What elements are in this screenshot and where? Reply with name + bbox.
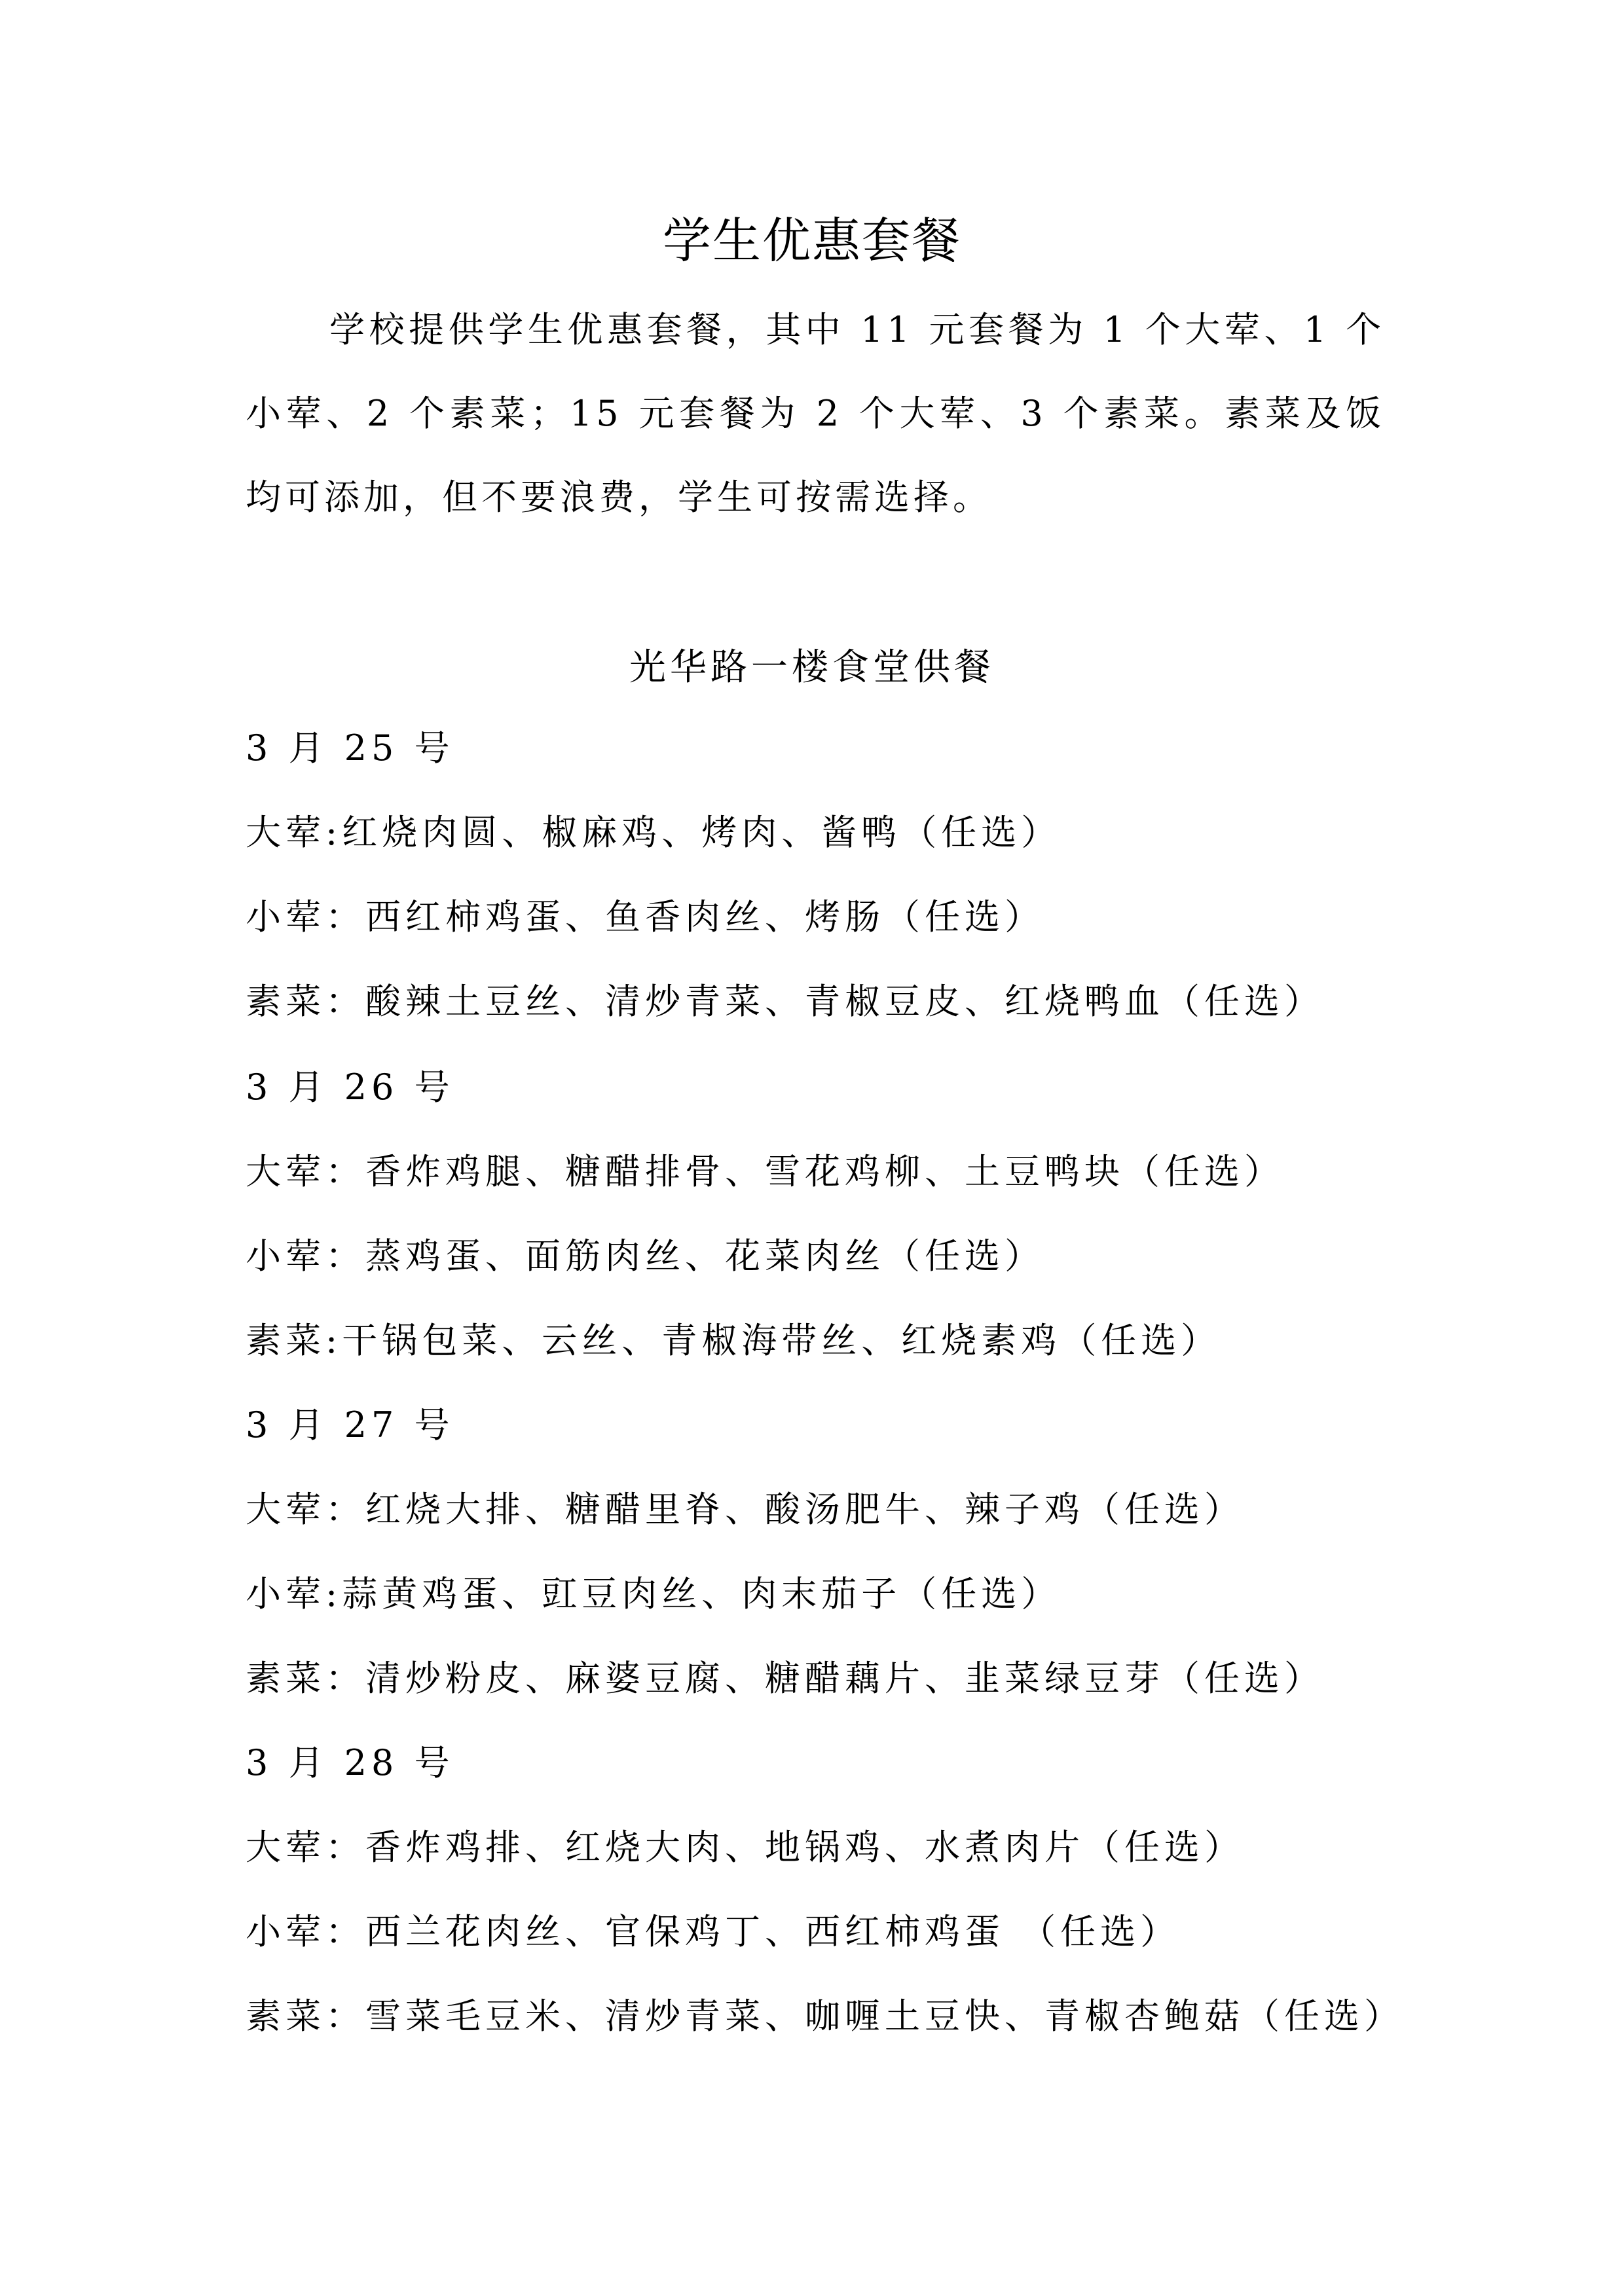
big-meat-line: 大荤：香炸鸡排、红烧大肉、地锅鸡、水煮肉片（任选） — [246, 1827, 1244, 1868]
vegetable-line: 素菜：清炒粉皮、麻婆豆腐、糖醋藕片、韭菜绿豆芽（任选） — [246, 1658, 1324, 1699]
small-meat-line: 小荤：西兰花肉丝、官保鸡丁、西红柿鸡蛋 （任选） — [246, 1911, 1181, 1952]
vegetable-line: 素菜：雪菜毛豆米、清炒青菜、咖喱土豆快、青椒杏鲍菇（任选） — [246, 1995, 1404, 2037]
big-meat-line: 大荤:红烧肉圆、椒麻鸡、烤肉、酱鸭（任选） — [246, 812, 1061, 853]
date-heading: 3 月 27 号 — [246, 1404, 454, 1446]
canteen-title: 光华路一楼食堂供餐 — [629, 646, 995, 689]
vegetable-line: 素菜:干锅包菜、云丝、青椒海带丝、红烧素鸡（任选） — [246, 1320, 1221, 1361]
page-title: 学生优惠套餐 — [663, 213, 961, 269]
small-meat-line: 小荤：蒸鸡蛋、面筋肉丝、花菜肉丝（任选） — [246, 1235, 1044, 1277]
vegetable-line: 素菜：酸辣土豆丝、清炒青菜、青椒豆皮、红烧鸭血（任选） — [246, 981, 1324, 1022]
date-heading: 3 月 26 号 — [246, 1066, 454, 1108]
big-meat-line: 大荤：香炸鸡腿、糖醋排骨、雪花鸡柳、土豆鸭块（任选） — [246, 1151, 1284, 1192]
date-heading: 3 月 25 号 — [246, 727, 454, 769]
small-meat-line: 小荤:蒜黄鸡蛋、豇豆肉丝、肉末茄子（任选） — [246, 1573, 1061, 1614]
intro-paragraph: 学校提供学生优惠套餐，其中 11 元套餐为 1 个大荤、1 个小荤、2 个素菜；15 元套餐为 2 个大荤、3 个素菜。素菜及饭均可添加，但不要浪费，学生可按需选择。 — [246, 309, 1385, 518]
date-heading: 3 月 28 号 — [246, 1742, 454, 1783]
small-meat-line: 小荤：西红柿鸡蛋、鱼香肉丝、烤肠（任选） — [246, 896, 1044, 938]
big-meat-line: 大荤：红烧大排、糖醋里脊、酸汤肥牛、辣子鸡（任选） — [246, 1489, 1244, 1530]
